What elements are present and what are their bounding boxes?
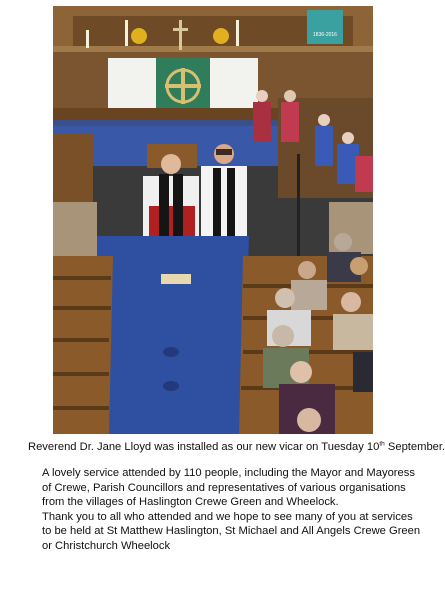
altar-cross	[179, 20, 182, 50]
caption-ordinal-suffix: th	[379, 440, 385, 448]
candle-left	[86, 30, 89, 48]
microphone-stand	[297, 154, 300, 264]
kneeler	[161, 274, 191, 284]
candle-right	[236, 20, 239, 46]
caption-text: Reverend Dr. Jane Lloyd was installed as our new vicar on Tuesday 10	[28, 441, 380, 453]
choir-stall-left	[53, 134, 93, 204]
photo-caption	[28, 440, 445, 454]
bishop-head	[161, 154, 181, 174]
banner	[307, 10, 343, 44]
flowers-left	[131, 28, 147, 44]
caption-text-end: September.	[384, 441, 445, 453]
nave-carpet	[97, 236, 249, 434]
banner-text: 1836-2016	[313, 32, 337, 38]
vicar-robe	[201, 166, 247, 246]
paragraph-thanks: Thank you to all who attended and we hope to see many of you at services to be held at St Matthew Haslington, St Michael and All Angels Crewe Green or Christchurch Wheelock	[42, 510, 421, 552]
article-body	[42, 466, 422, 554]
church-photo	[53, 6, 373, 434]
paragraph-service: A lovely service attended by 110 people, including the Mayor and Mayoress of Crewe, Parish Councillors and representatives of various organisations from the villages of Haslington Crewe Green and Wheelock.	[42, 467, 415, 509]
congregation	[334, 233, 352, 251]
candle-left-2	[125, 20, 128, 46]
church-interior-illustration	[53, 6, 373, 434]
flowers-right	[213, 28, 229, 44]
